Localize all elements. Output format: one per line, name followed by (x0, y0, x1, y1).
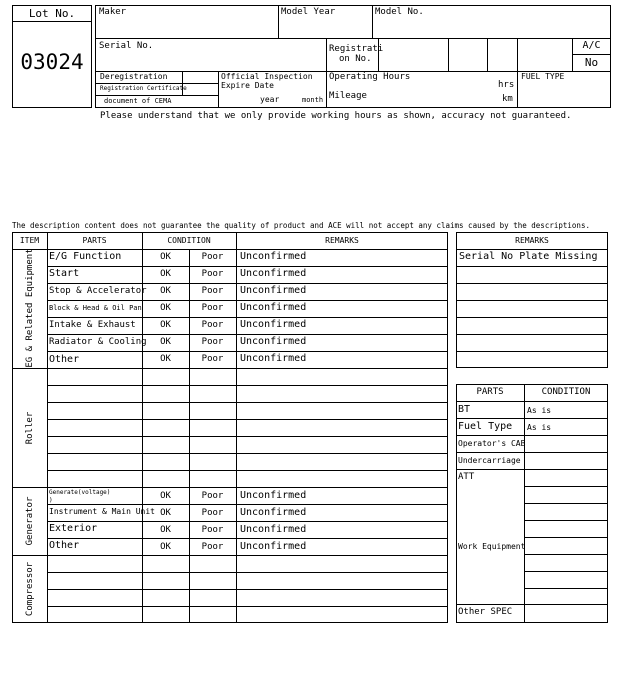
pc-fuel-type: Fuel Type (458, 421, 513, 432)
lot-number: 03024 (20, 50, 84, 74)
gen-ok-3[interactable]: OK (160, 542, 171, 552)
parts-header: PARTS (82, 236, 107, 245)
part-radiator-cooling: Radiator & Cooling (49, 337, 147, 347)
gen-remark-0: Unconfirmed (240, 490, 307, 501)
gen-poor-3[interactable]: Poor (201, 542, 224, 552)
eg-remark-4: Unconfirmed (240, 319, 307, 330)
eg-remark-0: Unconfirmed (240, 251, 307, 262)
part-eg-function: E/G Function (49, 251, 122, 262)
part-start: Start (49, 268, 80, 279)
part-intake-exhaust: Intake & Exhaust (49, 320, 136, 330)
hours-notice: Please understand that we only provide working hours as shown, accuracy not guaranteed. (100, 111, 572, 121)
eg-poor-2[interactable]: Poor (201, 286, 224, 296)
gen-remark-1: Unconfirmed (240, 507, 307, 518)
gen-remark-2: Unconfirmed (240, 524, 307, 535)
section-label-roller: Roller (25, 411, 35, 445)
eg-remark-1: Unconfirmed (240, 268, 307, 279)
eg-poor-3[interactable]: Poor (201, 303, 224, 313)
part-generate-voltage-paren: ) (49, 497, 53, 504)
gen-ok-0[interactable]: OK (160, 491, 171, 501)
pc-att: ATT (458, 472, 475, 482)
section-label-eg: EG & Related Equipment (25, 248, 35, 368)
month-label: month (302, 96, 324, 104)
disclaimer: The description content does not guarantee the quality of product and ACE will not accept any claims caused by the descriptions. (12, 221, 590, 230)
eg-poor-4[interactable]: Poor (201, 320, 224, 330)
gen-poor-2[interactable]: Poor (201, 525, 224, 535)
part-instrument-main-unit: Instrument & Main Unit (49, 507, 155, 516)
pc-operators-cab: Operator's CAB (458, 439, 526, 448)
gen-poor-0[interactable]: Poor (201, 491, 224, 501)
pc-fuel-cond: As is (527, 423, 552, 432)
eg-ok-5[interactable]: OK (160, 337, 171, 347)
pc-undercarriage: Undercarriage (458, 456, 521, 465)
registration-label-2: on No. (339, 54, 372, 64)
hrs-label: hrs (498, 80, 515, 90)
mileage-label: Mileage (329, 91, 367, 101)
eg-remark-3: Unconfirmed (240, 302, 307, 313)
eg-poor-6[interactable]: Poor (201, 354, 224, 364)
model-no-label: Model No. (375, 7, 424, 17)
inspection-label: Official Inspection (221, 72, 313, 81)
pc-parts-header: PARTS (476, 387, 504, 397)
part-generate-voltage: Generate(voltage) (49, 489, 111, 496)
part-stop-accelerator: Stop & Accelerator (49, 286, 147, 296)
fuel-type-label: FUEL TYPE (521, 72, 565, 81)
registration-certificate-label: Registration Certificate (100, 85, 187, 92)
eg-ok-0[interactable]: OK (160, 252, 171, 262)
lot-label: Lot No. (28, 7, 76, 20)
model-year-label: Model Year (281, 7, 336, 17)
eg-remark-6: Unconfirmed (240, 353, 307, 364)
operating-hours-label: Operating Hours (329, 72, 411, 82)
right-remarks-header: REMARKS (515, 236, 549, 245)
eg-ok-2[interactable]: OK (160, 286, 171, 296)
gen-poor-1[interactable]: Poor (201, 508, 224, 518)
part-eg-other: Other (49, 354, 80, 365)
section-label-generator: Generator (25, 496, 35, 546)
maker-label: Maker (99, 7, 127, 17)
pc-condition-header: CONDITION (541, 387, 591, 397)
deregistration-label: Deregistration (100, 72, 168, 81)
gen-ok-1[interactable]: OK (160, 508, 171, 518)
year-label: year (260, 95, 280, 104)
eg-ok-3[interactable]: OK (160, 303, 171, 313)
km-label: km (502, 94, 513, 104)
gen-ok-2[interactable]: OK (160, 525, 171, 535)
eg-poor-0[interactable]: Poor (201, 252, 224, 262)
ac-value: No (584, 56, 599, 69)
ac-label: A/C (582, 40, 601, 51)
gen-remark-3: Unconfirmed (240, 541, 307, 552)
eg-poor-5[interactable]: Poor (201, 337, 224, 347)
eg-ok-4[interactable]: OK (160, 320, 171, 330)
eg-ok-1[interactable]: OK (160, 269, 171, 279)
registration-label: Registrati (329, 44, 384, 54)
serial-label: Serial No. (99, 41, 154, 51)
condition-header: CONDITION (167, 236, 211, 245)
expire-date-label: Expire Date (221, 81, 274, 90)
section-label-compressor: Compressor (25, 561, 35, 617)
pc-work-equipment: Work Equipment (458, 542, 526, 551)
pc-other-spec: Other SPEC (458, 607, 513, 617)
right-remark-serial-plate: Serial No Plate Missing (459, 251, 598, 262)
eg-ok-6[interactable]: OK (160, 354, 171, 364)
eg-remark-5: Unconfirmed (240, 336, 307, 347)
cema-label: document of CEMA (104, 97, 172, 105)
remarks-header: REMARKS (325, 236, 359, 245)
eg-poor-1[interactable]: Poor (201, 269, 224, 279)
pc-bt: BT (458, 404, 471, 415)
part-block-head-oil-pan: Block & Head & Oil Pan (49, 304, 142, 312)
part-exterior: Exterior (49, 523, 98, 534)
pc-bt-cond: As is (527, 406, 552, 415)
item-header: ITEM (19, 236, 40, 245)
eg-remark-2: Unconfirmed (240, 285, 307, 296)
part-gen-other: Other (49, 540, 80, 551)
